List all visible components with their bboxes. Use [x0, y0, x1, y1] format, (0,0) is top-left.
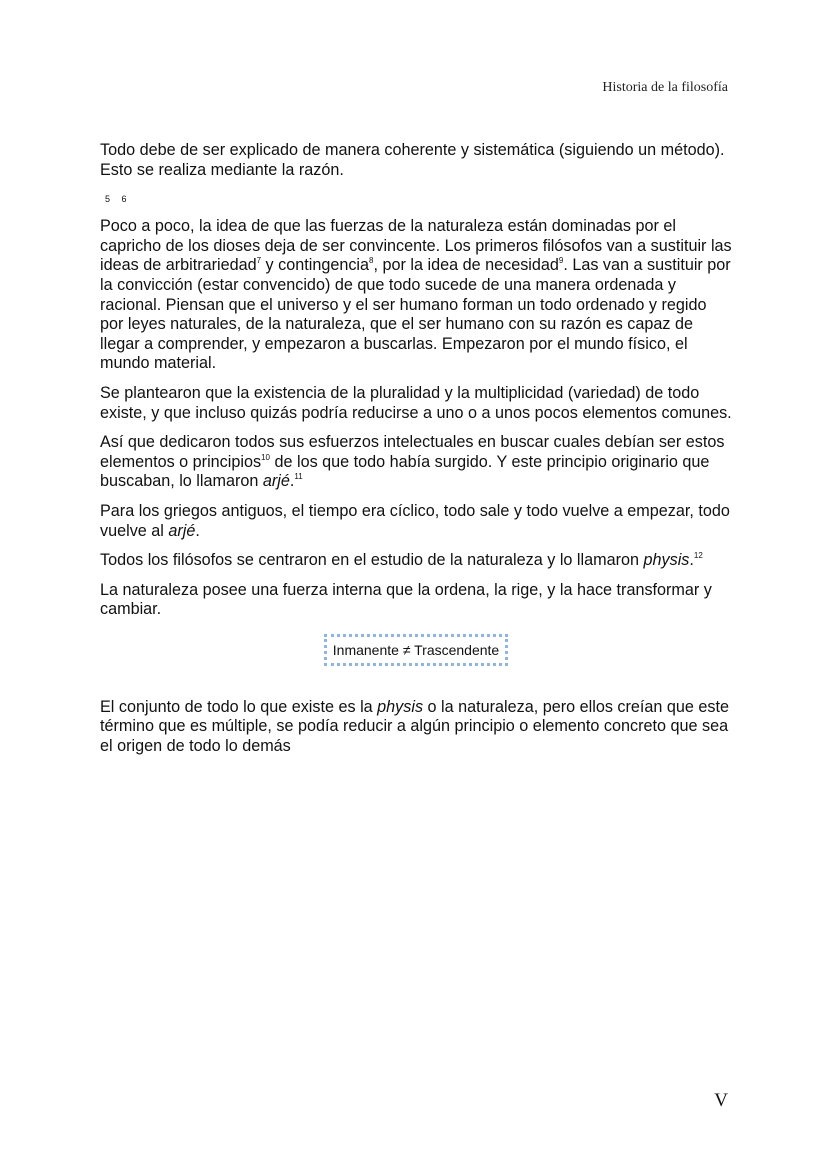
- paragraph-2: [100, 217, 732, 374]
- footnote-refs: 5 6: [105, 194, 127, 205]
- footnote-ref-10[interactable]: 10: [261, 452, 270, 462]
- text: y contingencia: [261, 256, 370, 275]
- text: Todos los filósofos se centraron en el estudio de la naturaleza y lo llamaron: [100, 551, 644, 570]
- term-physis: physis: [377, 697, 424, 716]
- footnote-ref-12[interactable]: 12: [693, 551, 703, 561]
- text: El conjunto de todo lo que existe es la: [100, 697, 378, 716]
- paragraph-5: [100, 502, 732, 541]
- paragraph-1: Todo debe de ser explicado de manera coherente y sistemática (siguiendo un método). Esto se realiza mediante la razón.: [100, 141, 725, 179]
- term-arje: arjé: [168, 521, 196, 540]
- paragraph-3: Se plantearon que la existencia de la pluralidad y la multiplicidad (variedad) de todo existe, y que incluso quizás podría reducirse a uno o a unos pocos elementos comunes.: [100, 383, 732, 422]
- paragraph-4: [100, 433, 732, 492]
- footnote-ref-9[interactable]: 9: [558, 256, 564, 266]
- text: .: [689, 551, 694, 570]
- concept-box-wrapper: [100, 634, 732, 666]
- page-body: [100, 141, 732, 767]
- paragraph-8: [100, 698, 732, 757]
- text: , por la idea de necesidad: [373, 256, 559, 275]
- text: o la naturaleza, pero ellos creían que este término que es múltiple, se podía reducir a algún principio o elemento concreto que sea el origen de todo lo demás: [100, 697, 730, 756]
- text: .: [195, 521, 200, 540]
- running-header: Historia de la filosofía: [602, 80, 728, 95]
- page-number: V: [714, 1090, 728, 1111]
- footnote-ref-11[interactable]: 11: [294, 472, 303, 482]
- term-arje: arjé: [262, 472, 290, 491]
- text: Así que dedicaron todos sus esfuerzos intelectuales en buscar cuales debían ser estos elementos o principios: [100, 433, 725, 471]
- paragraph-6: [100, 551, 732, 571]
- paragraph-7: La naturaleza posee una fuerza interna que la ordena, la rige, y la hace transformar y cambiar.: [100, 580, 712, 619]
- concept-box: Inmanente ≠ Trascendente: [324, 634, 508, 666]
- text: .: [289, 472, 295, 491]
- footnote-ref-8[interactable]: 8: [369, 256, 374, 266]
- text: Poco a poco, la idea de que las fuerzas de la naturaleza están dominadas por el capricho de los dioses deja de ser convincente. Los primeros filósofos van a sustituir las ideas de arbitrariedad: [100, 217, 732, 275]
- text: . Las van a sustituir por la convicción (estar convencido) de que todo sucede de una manera ordenada y racional. Piensan que el universo y el ser humano forman un todo ordenado y regido por leyes naturales, de la naturaleza, que el ser humano con su razón es capaz de llegar a comprender, y empezaron a buscarlas. Empezaron por el mundo físico, el mundo material.: [100, 256, 731, 373]
- text: Para los griegos antiguos, el tiempo era cíclico, todo sale y todo vuelve a empezar, todo vuelve al: [100, 501, 730, 540]
- footnote-ref-7[interactable]: 7: [256, 256, 262, 266]
- text: de los que todo había surgido. Y este principio originario que buscaban, lo llamaron: [100, 452, 710, 491]
- term-physis: physis: [643, 551, 690, 570]
